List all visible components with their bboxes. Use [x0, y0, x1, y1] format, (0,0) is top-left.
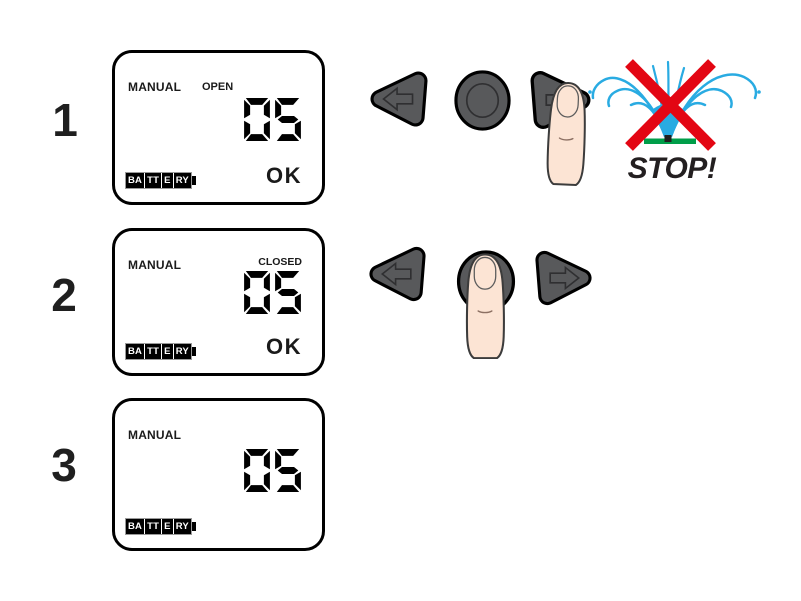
battery-indicator: [125, 518, 196, 535]
seven-segment-digit: [275, 98, 301, 141]
battery-cell: RY: [175, 175, 189, 186]
run-time-digits: [244, 98, 301, 141]
water-arc-icon: [671, 74, 756, 136]
battery-cell: TT: [147, 175, 160, 186]
battery-cell: TT: [147, 346, 160, 357]
manual-mode-label: MANUAL: [128, 258, 182, 272]
step-1-number: 1: [52, 94, 78, 146]
center-round-button: [453, 70, 512, 131]
closed-status-label: CLOSED: [258, 256, 302, 268]
battery-cells: [125, 172, 192, 189]
seven-segment-digit: [244, 98, 270, 141]
open-status-label: OPEN: [202, 81, 234, 93]
manual-mode-label: MANUAL: [128, 80, 182, 94]
step-2-number: 2: [51, 269, 77, 321]
battery-cell: BA: [128, 346, 143, 357]
ok-label: OK: [266, 163, 302, 188]
battery-cell: BA: [128, 521, 143, 532]
battery-indicator: [125, 172, 196, 189]
ok-label: OK: [266, 334, 302, 359]
lcd-screen-step-1: [112, 50, 325, 205]
right-arrow-button: [534, 248, 593, 308]
stop-label: STOP!: [627, 152, 717, 185]
run-time-digits: [244, 449, 301, 492]
finger-body: [467, 254, 504, 358]
battery-indicator: [125, 343, 196, 360]
battery-cells: [125, 343, 192, 360]
seven-segment-digit: [275, 271, 301, 314]
run-time-digits: [244, 271, 301, 314]
manual-mode-label: MANUAL: [128, 428, 182, 442]
battery-cell: E: [164, 346, 171, 357]
seven-segment-digit: [244, 271, 270, 314]
battery-terminal: [192, 347, 196, 356]
seven-segment-digit: [275, 449, 301, 492]
finger-pressing-right-button: [540, 72, 592, 193]
battery-cell: BA: [128, 175, 143, 186]
sprinkler-head-icon: [665, 135, 672, 142]
battery-cell: RY: [175, 346, 189, 357]
lcd-screen-step-3: [112, 398, 325, 551]
finger-pressing-center-button: [461, 251, 509, 359]
battery-cell: E: [164, 175, 171, 186]
finger-body: [546, 82, 587, 185]
battery-terminal: [192, 522, 196, 531]
lcd-screen-step-2: [112, 228, 325, 376]
button-body: [456, 72, 509, 129]
battery-terminal: [192, 176, 196, 185]
battery-cell: E: [164, 521, 171, 532]
water-droplet-icon: [757, 90, 761, 94]
battery-cells: [125, 518, 192, 535]
left-arrow-button: [368, 244, 427, 304]
left-arrow-button: [369, 70, 429, 128]
step-3-number: 3: [51, 439, 77, 491]
battery-cell: RY: [175, 521, 189, 532]
seven-segment-digit: [244, 449, 270, 492]
battery-cell: TT: [147, 521, 160, 532]
